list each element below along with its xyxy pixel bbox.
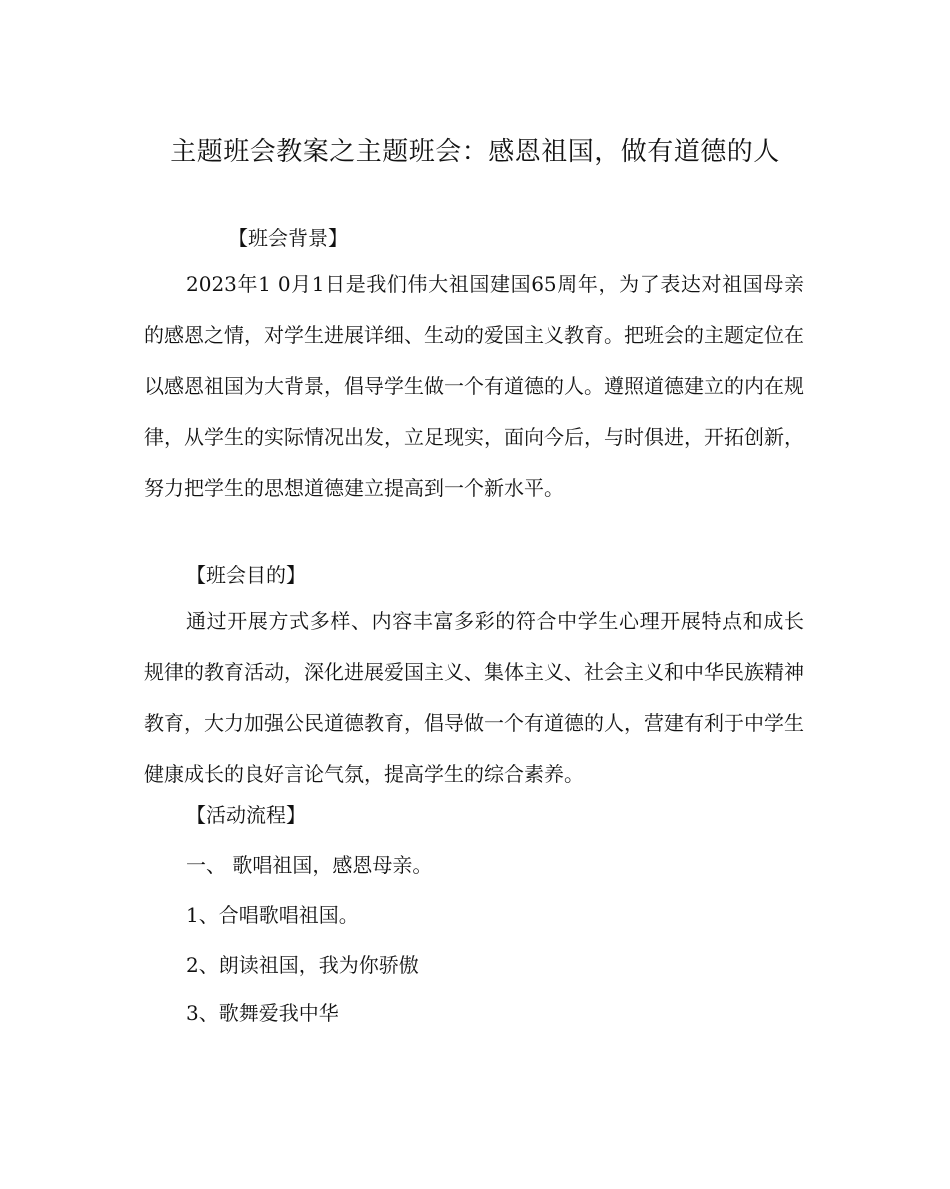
list-item: 1、合唱歌唱祖国。: [186, 903, 359, 927]
section-heading-purpose: 【班会目的】: [186, 563, 306, 587]
paragraph-purpose: 通过开展方式多样、内容丰富多彩的符合中学生心理开展特点和成长规律的教育活动，深化进展爱国主义、集体主义、社会主义和中华民族精神教育，大力加强公民道德教育，倡导做一个有道德的人，营建有利于中学生健康成长的良好言论气氛，提高学生的综合素养。: [144, 609, 804, 786]
list-item: 3、歌舞爱我中华: [186, 1001, 339, 1025]
section-heading-process: 【活动流程】: [186, 803, 306, 827]
document-title: 主题班会教案之主题班会：感恩祖国，做有道德的人: [170, 137, 780, 167]
list-item: 2、朗读祖国，我为你骄傲: [186, 953, 419, 977]
section-heading-background: 【班会背景】: [228, 226, 348, 250]
paragraph-background: 2023年1 0月1日是我们伟大祖国建国65周年，为了表达对祖国母亲的感恩之情，对学生进展详细、生动的爱国主义教育。把班会的主题定位在以感恩祖国为大背景，倡导学生做一个有道德的人。遵照道德建立的内在规律，从学生的实际情况出发，立足现实，面向今后，与时俱进，开拓创新，努力把学生的思想道德建立提高到一个新水平。: [144, 272, 804, 500]
list-item: 一、 歌唱祖国，感恩母亲。: [186, 853, 433, 877]
